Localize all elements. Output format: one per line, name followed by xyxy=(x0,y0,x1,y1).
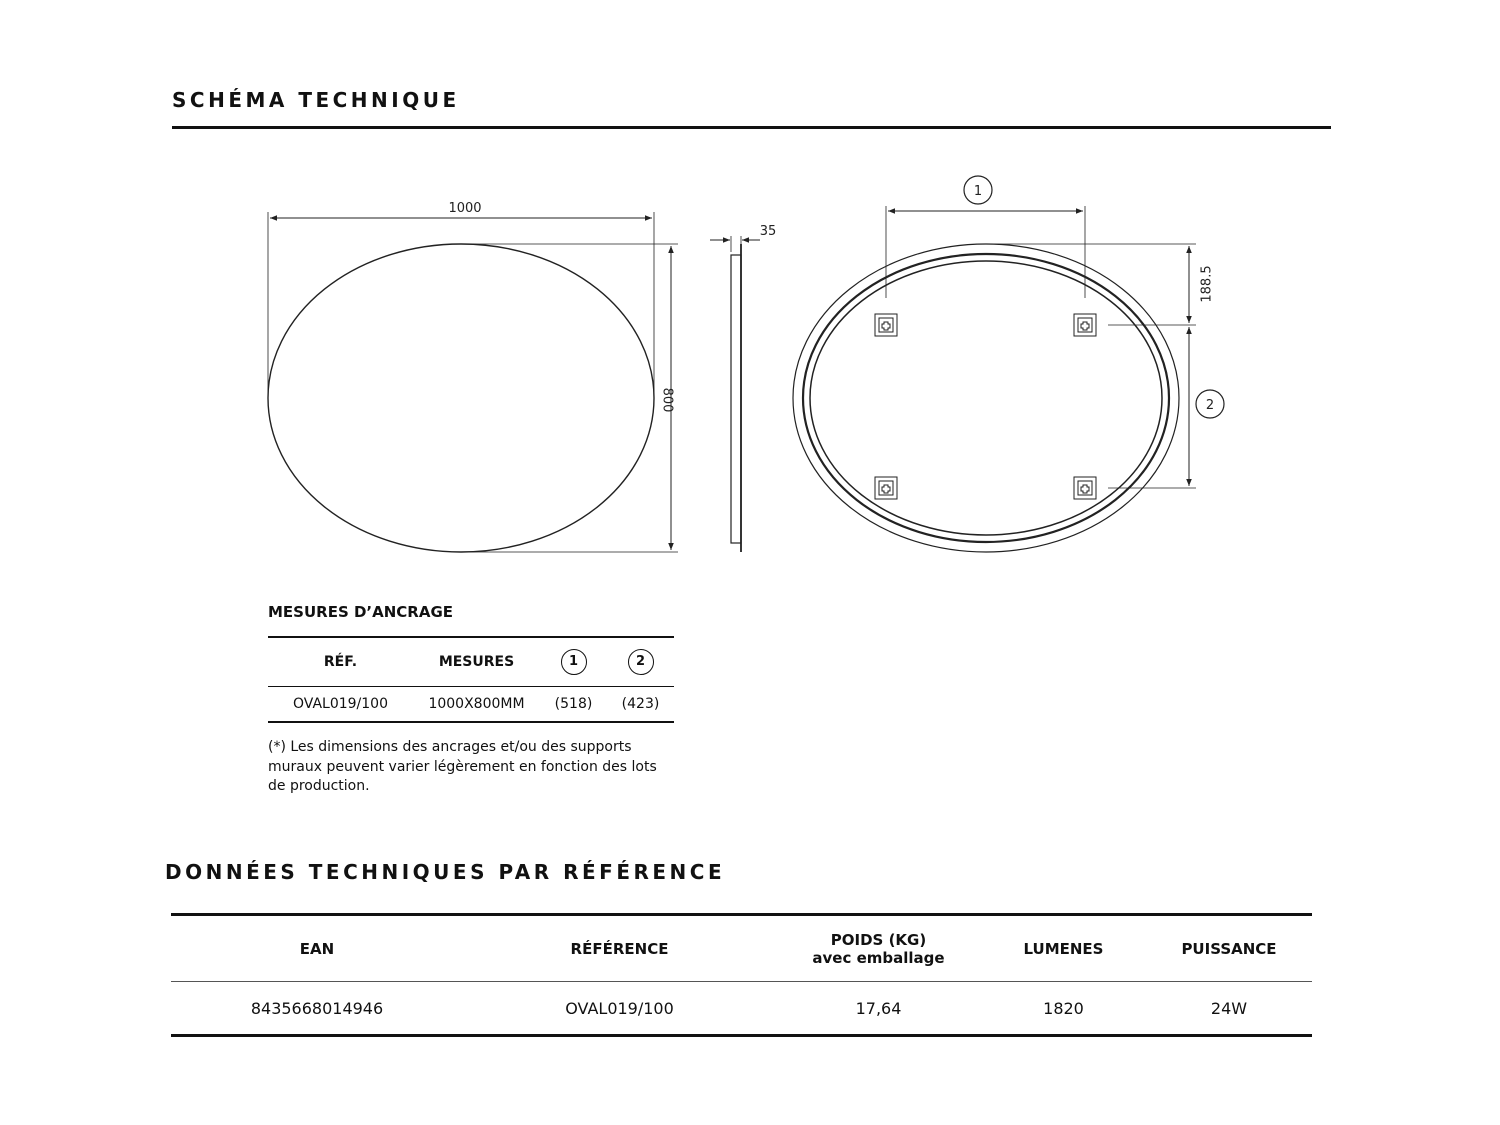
cell-ean: 8435668014946 xyxy=(171,982,463,1036)
cell-lumenes: 1820 xyxy=(981,982,1146,1036)
header-poids-label: POIDS (KG) xyxy=(830,930,927,949)
header-puissance: PUISSANCE xyxy=(1146,915,1312,982)
header-mesures: MESURES xyxy=(413,637,540,687)
table-row xyxy=(171,982,1312,1036)
height-dimension: 800 xyxy=(659,387,675,413)
footnote: (*) Les dimensions des ancrages et/ou des supports muraux peuvent varier légèrement en fonction des lots de production. xyxy=(268,739,657,794)
anchoring-table xyxy=(268,636,674,723)
cell-value-2: (423) xyxy=(607,687,674,723)
cell-reference: OVAL019/100 xyxy=(463,982,776,1036)
cell-value-1: (518) xyxy=(540,687,607,723)
header-callout-1: 1 xyxy=(540,637,607,687)
callout-2-label: 2 xyxy=(1205,398,1215,413)
anchor-top-dimension: 188.5 xyxy=(1199,265,1215,303)
header-poids xyxy=(776,915,981,982)
table-header-row xyxy=(171,915,1312,982)
anchor-icon xyxy=(1074,314,1096,336)
callout-1-label: 1 xyxy=(973,184,983,199)
anchoring-title: MESURES D’ANCRAGE xyxy=(268,603,454,621)
header-callout-2: 2 xyxy=(607,637,674,687)
technical-data-table xyxy=(171,913,1312,1037)
cell-puissance: 24W xyxy=(1146,982,1312,1036)
header-lumenes: LUMENES xyxy=(981,915,1146,982)
table-header-row xyxy=(268,637,674,687)
anchor-icon xyxy=(875,314,897,336)
side-view xyxy=(710,236,760,552)
header-poids-sublabel: avec emballage xyxy=(812,948,945,967)
cell-poids: 17,64 xyxy=(776,982,981,1036)
front-view xyxy=(268,212,678,552)
header-reference: RÉFÉRENCE xyxy=(463,915,776,982)
back-view xyxy=(793,206,1196,552)
cell-mesures: 1000X800MM xyxy=(413,687,540,723)
section-title-schema: SCHÉMA TECHNIQUE xyxy=(172,88,460,112)
anchor-icon xyxy=(1074,477,1096,499)
header-ref: RÉF. xyxy=(268,637,413,687)
depth-dimension: 35 xyxy=(759,224,777,239)
section-title-donnees: DONNÉES TECHNIQUES PAR RÉFÉRENCE xyxy=(165,860,726,884)
table-row xyxy=(268,687,674,723)
cell-ref: OVAL019/100 xyxy=(268,687,413,723)
anchor-icon xyxy=(875,477,897,499)
header-ean: EAN xyxy=(171,915,463,982)
width-dimension: 1000 xyxy=(448,201,482,216)
